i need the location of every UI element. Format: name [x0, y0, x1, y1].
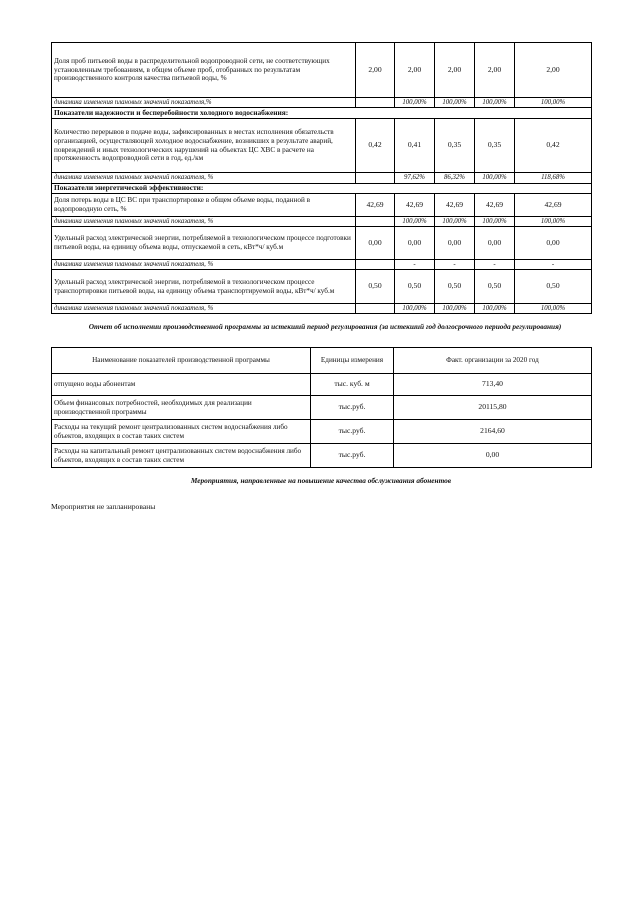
indicator-value: 42,69 [356, 194, 395, 217]
table-row [52, 194, 592, 217]
table-row [52, 98, 592, 108]
section-header-row [52, 108, 592, 119]
indicator-value: 0,35 [435, 119, 475, 173]
table-row [52, 260, 592, 270]
dynamics-label: динамика изменения плановых значений показателя, % [52, 260, 356, 270]
dynamics-value [356, 260, 395, 270]
dynamics-value: 100,00% [475, 217, 515, 227]
table-row [52, 43, 592, 98]
dynamics-value: - [435, 260, 475, 270]
program-unit: тыс.руб. [311, 444, 394, 468]
indicator-value: 42,69 [435, 194, 475, 217]
dynamics-value [356, 304, 395, 314]
table-row [52, 270, 592, 304]
program-table [51, 347, 592, 468]
indicator-value: 0,42 [515, 119, 592, 173]
section-header-row [52, 184, 592, 194]
program-indicator-name: Расходы на текущий ремонт централизованных систем водоснабжения либо объектов, входящих в состав таких систем [52, 420, 311, 444]
dynamics-value: 100,00% [475, 98, 515, 108]
dynamics-label: динамика изменения плановых значений показателя,% [52, 98, 356, 108]
table-header-row [52, 348, 592, 374]
indicator-value: 0,00 [395, 227, 435, 260]
dynamics-value: 100,00% [395, 98, 435, 108]
indicators-table [51, 42, 592, 314]
dynamics-value: 86,32% [435, 173, 475, 184]
dynamics-value: 100,00% [475, 304, 515, 314]
indicator-value: 0,50 [475, 270, 515, 304]
indicator-value: 0,00 [356, 227, 395, 260]
column-header: Наименование показателей производственной программы [52, 348, 311, 374]
indicator-value: 0,00 [515, 227, 592, 260]
dynamics-label: динамика изменения плановых значений показателя, % [52, 173, 356, 184]
table-row [52, 304, 592, 314]
indicator-value: 2,00 [395, 43, 435, 98]
indicator-value: 2,00 [475, 43, 515, 98]
table-row [52, 119, 592, 173]
table-row [52, 217, 592, 227]
indicator-label: Доля проб питьевой воды в распределительной водопроводной сети, не соответствующих установленным требованиям, в общем объеме проб, отобранных по результатам производственного контроля качества питьевой воды, % [52, 43, 356, 98]
program-value: 0,00 [394, 444, 592, 468]
dynamics-value [356, 217, 395, 227]
indicator-value: 0,41 [395, 119, 435, 173]
dynamics-value: 100,00% [515, 98, 592, 108]
dynamics-value: 100,00% [515, 304, 592, 314]
dynamics-value: 100,00% [435, 304, 475, 314]
indicator-value: 42,69 [475, 194, 515, 217]
table-row [52, 444, 592, 468]
measures-title: Мероприятия, направленные на повышение качества обслуживания абонентов [190, 476, 452, 485]
dynamics-label: динамика изменения плановых значений показателя, % [52, 304, 356, 314]
table-row [52, 227, 592, 260]
dynamics-value: 100,00% [395, 304, 435, 314]
column-header: Факт. организации за 2020 год [394, 348, 592, 374]
program-unit: тыс. куб. м [311, 374, 394, 396]
indicator-value: 2,00 [435, 43, 475, 98]
table-row [52, 420, 592, 444]
table-row [52, 173, 592, 184]
indicator-value: 0,50 [356, 270, 395, 304]
dynamics-value: 100,00% [515, 217, 592, 227]
dynamics-value: 100,00% [435, 217, 475, 227]
section-header: Показатели надежности и бесперебойности холодного водоснабжения: [52, 108, 592, 119]
indicator-label: Доля потерь воды в ЦС ВС при транспортировке в общем объеме воды, поданной в водопроводную сеть, % [52, 194, 356, 217]
indicator-value: 42,69 [395, 194, 435, 217]
indicator-value: 0,00 [475, 227, 515, 260]
dynamics-value: 97,62% [395, 173, 435, 184]
measures-note: Мероприятия не запланированы [51, 502, 156, 511]
program-value: 2164,60 [394, 420, 592, 444]
program-value: 20115,80 [394, 396, 592, 420]
program-indicator-name: Объем финансовых потребностей, необходимых для реализации производственной программы [52, 396, 311, 420]
dynamics-value: 118,68% [515, 173, 592, 184]
indicator-value: 0,00 [435, 227, 475, 260]
dynamics-value: 100,00% [435, 98, 475, 108]
program-indicator-name: Расходы на капитальный ремонт централизованных систем водоснабжения либо объектов, входящих в состав таких систем [52, 444, 311, 468]
program-indicator-name: отпущено воды абонентам [52, 374, 311, 396]
program-unit: тыс.руб. [311, 420, 394, 444]
indicator-value: 0,50 [515, 270, 592, 304]
indicator-label: Удельный расход электрической энергии, потребляемой в технологическом процессе транспортировки питьевой воды, на единицу объема транспортируемой воды, кВт*ч/ куб.м [52, 270, 356, 304]
program-value: 713,40 [394, 374, 592, 396]
dynamics-value [356, 98, 395, 108]
indicator-value: 42,69 [515, 194, 592, 217]
column-header: Единицы измерения [311, 348, 394, 374]
dynamics-value: 100,00% [395, 217, 435, 227]
dynamics-value: - [395, 260, 435, 270]
indicator-value: 0,50 [395, 270, 435, 304]
dynamics-value: - [515, 260, 592, 270]
program-unit: тыс.руб. [311, 396, 394, 420]
program-report-title: Отчет об исполнении производственной программы за истекший период регулирования (за истекший год долгосрочного периода регулирования) [88, 322, 562, 331]
dynamics-value: - [475, 260, 515, 270]
section-header: Показатели энергетической эффективности: [52, 184, 592, 194]
indicator-value: 0,50 [435, 270, 475, 304]
table-row [52, 396, 592, 420]
indicator-label: Удельный расход электрической энергии, потребляемой в технологическом процессе подготовки питьевой воды, на единицу объема воды, отпускаемой в сеть, кВт*ч/ куб.м [52, 227, 356, 260]
dynamics-value: 100,00% [475, 173, 515, 184]
dynamics-value [356, 173, 395, 184]
indicator-value: 0,42 [356, 119, 395, 173]
table-row [52, 374, 592, 396]
dynamics-label: динамика изменения плановых значений показателя, % [52, 217, 356, 227]
indicator-value: 2,00 [515, 43, 592, 98]
indicator-value: 0,35 [475, 119, 515, 173]
indicator-value: 2,00 [356, 43, 395, 98]
indicator-label: Количество перерывов в подаче воды, зафиксированных в местах исполнения обязательств организацией, осуществляющей холодное водоснабжение, возникших в результате аварий, повреждений и иных технологических нарушений на объектах ЦС ХВС в расчете на протяженность водопроводной сети в год, ед./км [52, 119, 356, 173]
